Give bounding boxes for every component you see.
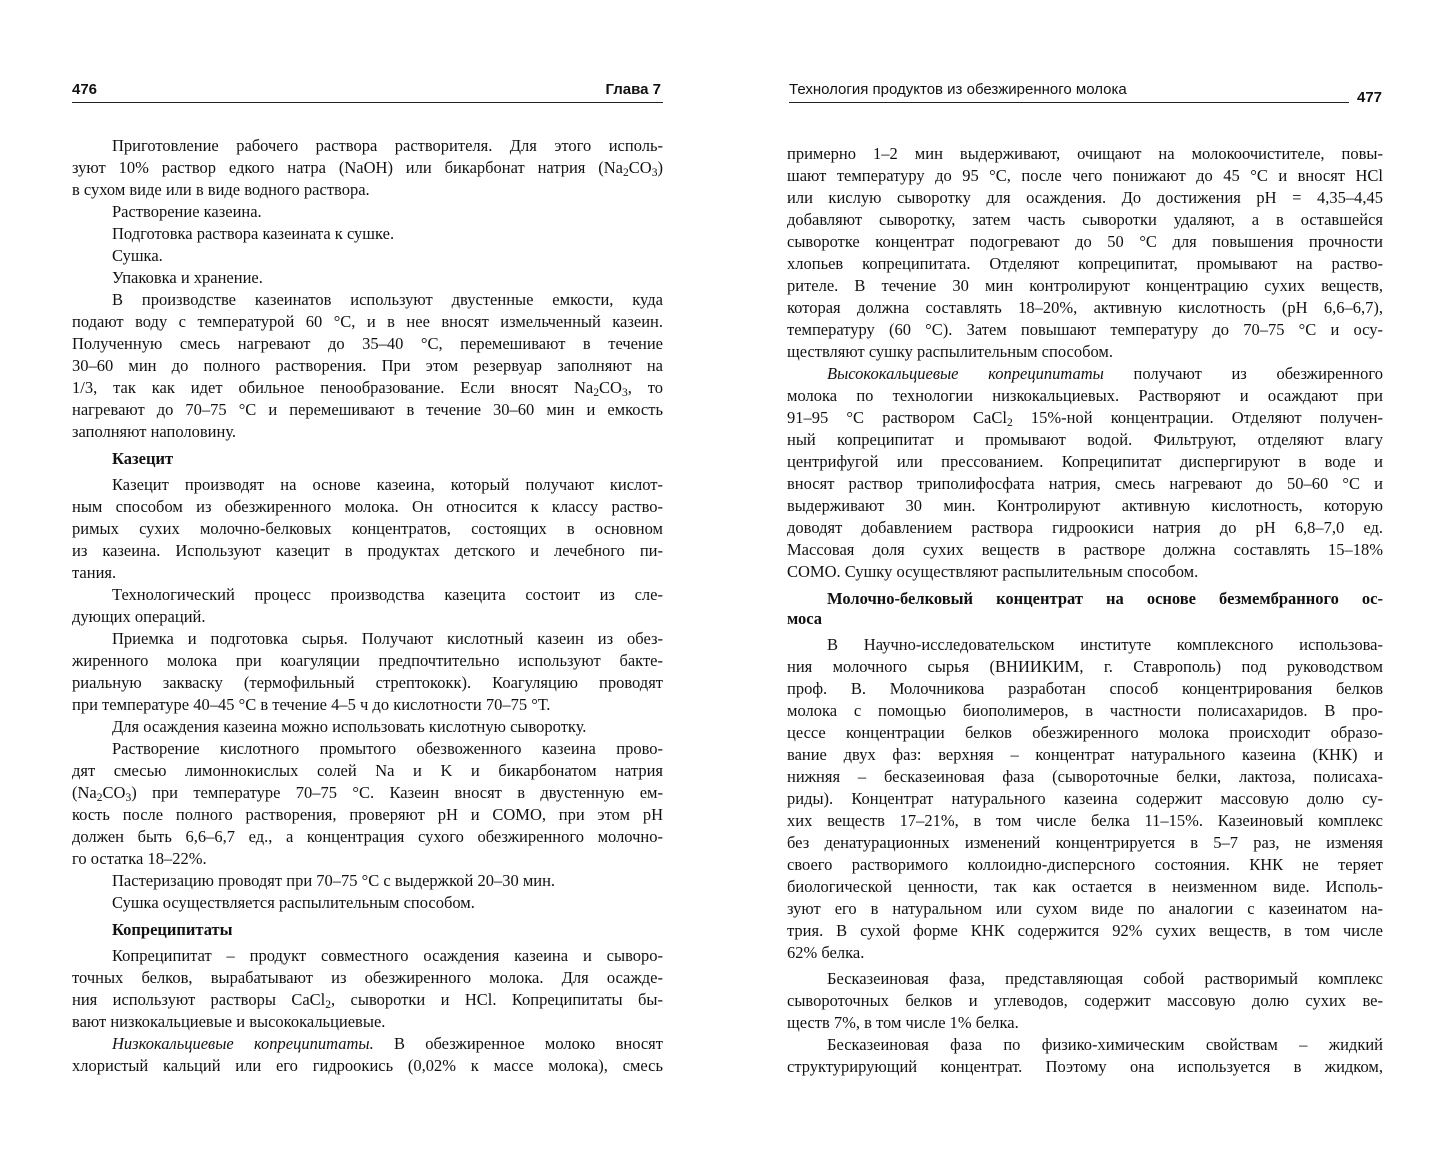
text-line: Сушка.	[112, 246, 163, 265]
text-line: римых сухих молочно-белковых концентратов, состоящих в основном	[72, 519, 663, 538]
paragraph	[72, 1033, 663, 1077]
text-line: сывороточных белков и углеводов, содержит массовую долю сухих ве-	[787, 991, 1383, 1010]
paragraph	[72, 201, 663, 223]
section-heading	[72, 920, 663, 940]
text-line: Молочно-белковый концентрат на основе безмембранного ос-	[827, 589, 1383, 608]
text-line: рителе. В течение 30 мин контролируют концентрацию сухих веществ,	[787, 276, 1383, 295]
running-title: Технология продуктов из обезжиренного молока	[789, 81, 1127, 98]
text-line: кость после полного растворения, проверяют pH и СОМО, при этом pH	[72, 805, 663, 824]
left-text-column	[72, 135, 663, 1077]
italic-term: Высококальциевые копреципитаты	[827, 364, 1104, 383]
text-line: трия. В сухой форме КНК содержится 92% сухих веществ, в том числе	[787, 921, 1383, 940]
text-line: доводят добавлением раствора гидроокиси натрия до pH 6,8–7,0 ед.	[787, 518, 1383, 537]
text-line: риды). Концентрат натурального казеина содержит массовую долю су-	[787, 789, 1383, 808]
paragraph	[72, 267, 663, 289]
text-line: цессе концентрации белков обезжиренного молока происходит образо-	[787, 723, 1383, 742]
text-line: Приемка и подготовка сырья. Получают кислотный казеин из обез-	[112, 629, 663, 648]
text-line: ществ 7%, в том числе 1% белка.	[787, 1013, 1019, 1032]
text-line: дующих операций.	[72, 607, 206, 626]
section-heading	[72, 449, 663, 469]
text-line: 1/3, так как идет обильное пенообразование. Если вносят $Na_2CO_3$, то	[72, 378, 664, 399]
text-line: молока по технологии низкокальциевых. Растворяют и осаждают при	[787, 386, 1383, 405]
subscript: 2	[1006, 416, 1013, 429]
text-line: ным способом из обезжиренного молока. Он относится к классу раство-	[72, 497, 663, 516]
paragraph	[72, 870, 663, 892]
paragraph	[787, 143, 1383, 363]
text-line: при температуре 40–45 °С в течение 4–5 ч до кислотности 70–75 °Т.	[72, 695, 551, 714]
text-line: заполняют наполовину.	[72, 422, 237, 441]
text-line: которая должна составлять 18–20%, активную кислотность (pH 6,6–6,7),	[787, 298, 1383, 317]
text-line: без денатурационных изменений концентрируется в 5–7 раз, не изменяя	[787, 833, 1383, 852]
subscript: 3	[125, 791, 132, 804]
text-line: нижняя – бесказеиновая фаза (сывороточные белки, лактоза, полисаха-	[787, 767, 1383, 786]
text-line: нагревают до 70–75 °С и перемешивают в течение 30–60 мин и емкость	[72, 400, 663, 419]
text-line: ный копреципитат и промывают водой. Фильтруют, отделяют влагу	[787, 430, 1383, 449]
text-line: вают низкокальциевые и высококальциевые.	[72, 1012, 386, 1031]
paragraph	[72, 223, 663, 245]
section-heading	[787, 589, 1383, 629]
text-line: Копреципитат – продукт совместного осаждения казеина и сыворо-	[112, 946, 663, 965]
text-line: хлопьев копреципитата. Отделяют копреципитат, промывают на раство-	[787, 254, 1383, 273]
text-line: вносят раствор триполифосфата натрия, смесь нагревают до 50–60 °С и	[787, 474, 1383, 493]
text-line: го остатка 18–22%.	[72, 849, 207, 868]
paragraph	[787, 634, 1383, 964]
paragraph	[72, 584, 663, 628]
italic-term: Низкокальциевые копреципитаты.	[112, 1034, 374, 1053]
subscript: 2	[96, 791, 103, 804]
text-line: точных белков, вырабатывают из обезжиренного молока. Для осажде-	[72, 968, 663, 987]
text-line: зуют 10% раствор едкого натра (NaOH) или бикарбонат натрия $(Na_2CO_3)$	[72, 158, 663, 179]
text-line: риальную закваску (термофильный стрептококк). Коагуляцию проводят	[72, 673, 663, 692]
subscript: 3	[651, 166, 658, 179]
text-line: моса	[787, 609, 823, 628]
text-line: Казецит	[112, 449, 174, 468]
text-line: Высококальциевые копреципитаты получают из обезжиренного	[827, 364, 1383, 383]
text-line: температуру (60 °С). Затем повышают температуру до 70–75 °С и осу-	[787, 320, 1383, 339]
text-line: Бесказеиновая фаза, представляющая собой растворимый комплекс	[827, 969, 1383, 988]
running-head-right	[789, 80, 1349, 103]
text-line: В производстве казеинатов используют двустенные емкости, куда	[112, 290, 663, 309]
text-line: примерно 1–2 мин выдерживают, очищают на молокоочистителе, повы-	[787, 144, 1383, 163]
text-line: Массовая доля сухих веществ в растворе должна составлять 15–18%	[787, 540, 1383, 559]
text-line: Технологический процесс производства казецита состоит из сле-	[112, 585, 663, 604]
text-line: выдерживают 30 мин. Контролируют активную кислотность, которую	[787, 496, 1383, 515]
text-line: или кислую сыворотку для осаждения. До достижения pH = 4,35–4,45	[787, 188, 1383, 207]
paragraph	[72, 892, 663, 914]
right-text-column	[787, 143, 1383, 1078]
text-line: Полученную смесь нагревают до 35–40 °С, перемешивают в течение	[72, 334, 663, 353]
text-line: шают температуру до 95 °С, после чего понижают до 45 °С и вносят HCl	[787, 166, 1383, 185]
text-line: Упаковка и хранение.	[112, 268, 263, 287]
text-line: Растворение казеина.	[112, 202, 262, 221]
text-line: Приготовление рабочего раствора растворителя. Для этого исполь-	[112, 136, 663, 155]
text-line: добавляют сыворотку, затем часть сыворотки удаляют, а в оставшейся	[787, 210, 1383, 229]
text-line: подают воду с температурой 60 °С, и в нее вносят измельченный казеин.	[72, 312, 663, 331]
text-line: Подготовка раствора казеината к сушке.	[112, 224, 395, 243]
text-line: из казеина. Используют казецит в продуктах детского и лечебного пи-	[72, 541, 663, 560]
paragraph	[72, 738, 663, 870]
chapter-title: Глава 7	[605, 81, 661, 98]
text-line: Казецит производят на основе казеина, который получают кислот-	[112, 475, 663, 494]
paragraph	[72, 716, 663, 738]
text-line: тания.	[72, 563, 117, 582]
text-line: зуют его в натуральном или сухом виде по аналогии с казеинатом на-	[787, 899, 1383, 918]
text-line: Копреципитаты	[112, 920, 233, 939]
text-line: дят смесью лимоннокислых солей Na и K и бикарбонатом натрия	[72, 761, 663, 780]
text-line: В Научно-исследовательском институте комплексного использова-	[827, 635, 1383, 654]
text-line: СОМО. Сушку осуществляют распылительным способом.	[787, 562, 1199, 581]
page-number: 476	[72, 81, 98, 98]
text-line: Для осаждения казеина можно использовать кислотную сыворотку.	[112, 717, 587, 736]
text-line: центрифугой или прессованием. Копреципитат диспергируют в воде и	[787, 452, 1383, 471]
subscript: 3	[621, 386, 628, 399]
text-line: ществляют сушку распылительным способом.	[787, 342, 1113, 361]
right-page	[725, 0, 1450, 1162]
text-line: $(Na_2CO_3)$ при температуре 70–75 °С. Казеин вносят в двустенную ем-	[72, 783, 663, 804]
paragraph	[72, 245, 663, 267]
text-line: Сушка осуществляется распылительным способом.	[112, 893, 475, 912]
text-line: своего растворимого коллоидно-дисперсного состояния. КНК не теряет	[787, 855, 1383, 874]
text-line: структурирующий концентрат. Поэтому она используется в жидком,	[787, 1057, 1383, 1076]
paragraph	[72, 289, 663, 443]
text-line: сыворотке концентрат подогревают до 50 °С для повышения прочности	[787, 232, 1383, 251]
text-line: жиренного молока при коагуляции предпочтительно используют бакте-	[72, 651, 663, 670]
text-line: 91–95 °С раствором CaCl$_2$ 15%-ной концентрации. Отделяют получен-	[787, 408, 1384, 429]
text-line: Низкокальциевые копреципитаты. В обезжиренное молоко вносят	[112, 1034, 663, 1053]
subscript: 2	[593, 386, 600, 399]
paragraph	[72, 135, 663, 201]
page-number: 477	[1357, 89, 1383, 106]
paragraph	[72, 474, 663, 584]
text-line: 62% белка.	[787, 943, 865, 962]
paragraph	[787, 363, 1383, 583]
text-line: ния молочного сырья (ВНИИКИМ, г. Ставрополь) под руководством	[787, 657, 1383, 676]
text-line: Пастеризацию проводят при 70–75 °С с выдержкой 20–30 мин.	[112, 871, 556, 890]
text-line: 30–60 мин до полного растворения. При этом резервуар заполняют на	[72, 356, 663, 375]
paragraph	[72, 945, 663, 1033]
running-head-left	[72, 80, 663, 103]
text-line: проф. В. Молочникова разработан способ концентрирования белков	[787, 679, 1383, 698]
text-line: ния используют растворы CaCl$_2$, сыворотки и HCl. Копреципитаты бы-	[72, 990, 663, 1011]
subscript: 2	[325, 998, 332, 1011]
text-line: должен быть 6,6–6,7 ед., а концентрация сухого обезжиренного молочно-	[72, 827, 663, 846]
text-line: молока с помощью биополимеров, в частности полисахаридов. В про-	[787, 701, 1383, 720]
text-line: Растворение кислотного промытого обезвоженного казеина прово-	[112, 739, 663, 758]
paragraph	[787, 1034, 1383, 1078]
text-line: вание двух фаз: верхняя – концентрат натурального казеина (КНК) и	[787, 745, 1383, 764]
text-line: биологической ценности, так как остается в неизменном виде. Исполь-	[787, 877, 1383, 896]
text-line: хлористый кальций или его гидроокись (0,02% к массе молока), смесь	[72, 1056, 663, 1075]
text-line: в сухом виде или в виде водного раствора.	[72, 180, 370, 199]
paragraph	[72, 628, 663, 716]
text-line: Бесказеиновая фаза по физико-химическим свойствам – жидкий	[827, 1035, 1383, 1054]
subscript: 2	[623, 166, 629, 179]
text-line: хих веществ 17–21%, в том числе белка 11–15%. Казеиновый комплекс	[787, 811, 1383, 830]
paragraph	[787, 968, 1383, 1034]
